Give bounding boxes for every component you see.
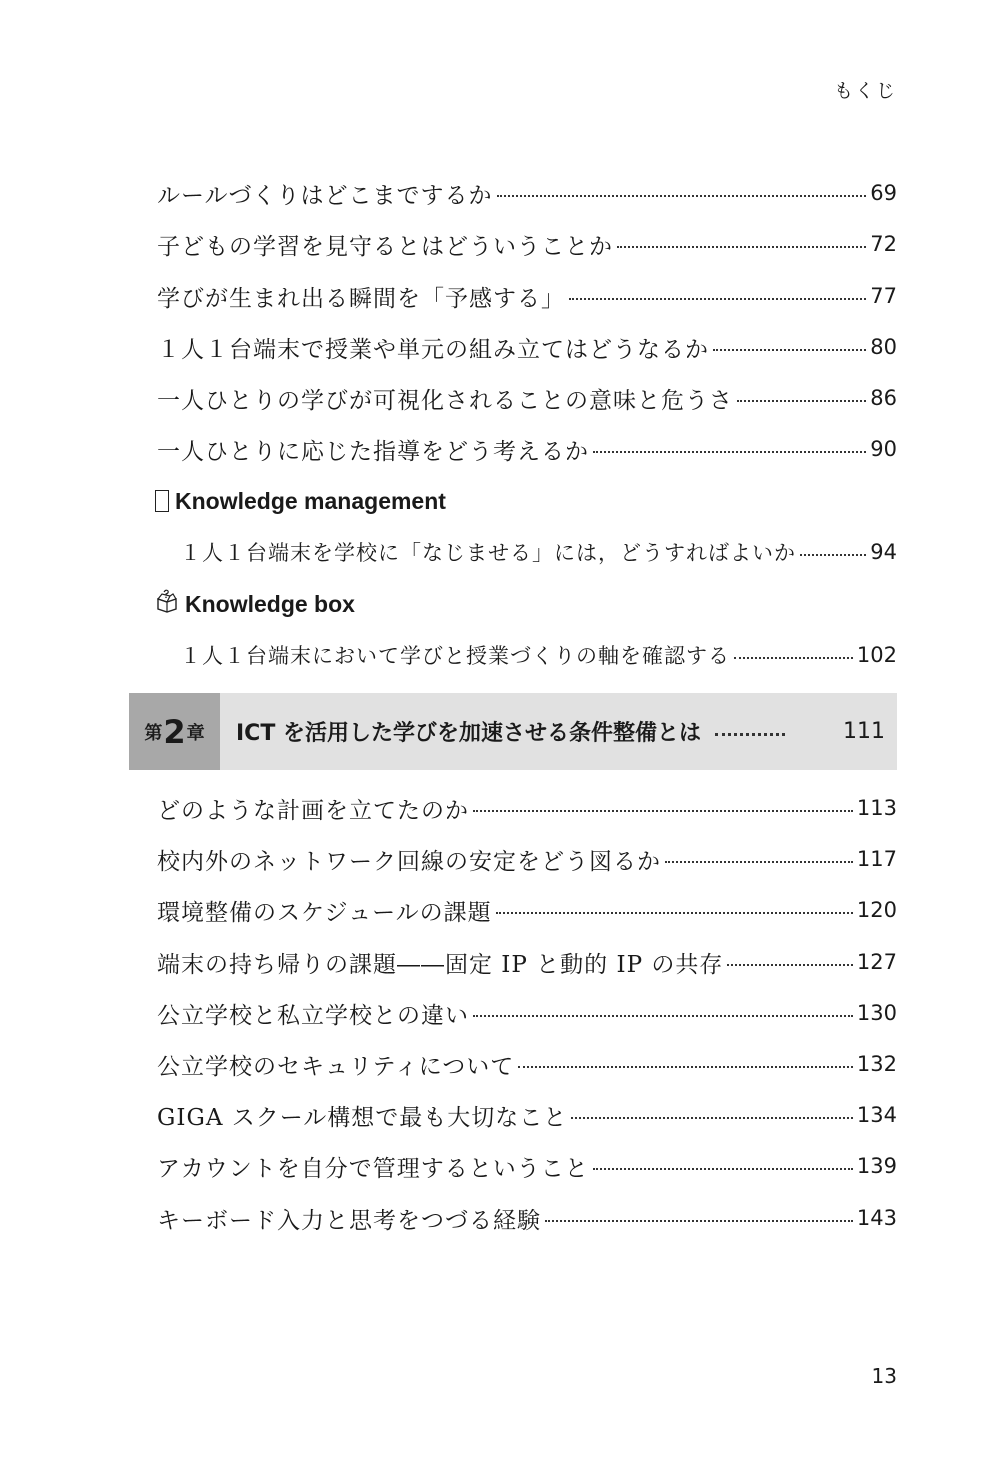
- chapter-number-box: [129, 693, 220, 770]
- leader-dots: [518, 1066, 853, 1068]
- toc-entry[interactable]: [157, 839, 897, 879]
- toc-entry-title: １人１台端末において学びと授業づくりの軸を確認する: [180, 644, 730, 668]
- leader-dots: [497, 195, 867, 197]
- toc-entry-title: 校内外のネットワーク回線の安定をどう図るか: [157, 848, 661, 875]
- leader-dots: [715, 733, 785, 736]
- chapter-suffix: 章: [186, 722, 205, 744]
- toc-entry[interactable]: [157, 378, 897, 418]
- toc-entry-page: 127: [856, 950, 897, 974]
- toc-entry-title: 子どもの学習を見守るとはどういうことか: [157, 233, 613, 260]
- toc-entry-page: 130: [856, 1001, 897, 1025]
- toc-entry-title: １人１台端末で授業や単元の組み立てはどうなるか: [157, 336, 709, 363]
- running-head: もくじ: [833, 80, 897, 102]
- toc-entry[interactable]: [157, 890, 897, 930]
- leader-dots: [571, 1117, 853, 1119]
- toc-entry-page: 143: [856, 1206, 897, 1230]
- toc-entry-title: 一人ひとりの学びが可視化されることの意味と危うさ: [157, 387, 733, 414]
- leader-dots: [713, 349, 866, 351]
- toc-entry[interactable]: [157, 788, 897, 828]
- toc-entry[interactable]: [157, 1095, 897, 1135]
- chapter-2-band[interactable]: [129, 693, 897, 770]
- box-icon: [155, 490, 169, 512]
- toc-entry-title: キーボード入力と思考をつづる経験: [157, 1207, 541, 1234]
- toc-entry[interactable]: [157, 1146, 897, 1186]
- chapter-number: 2: [163, 712, 186, 751]
- toc-entry[interactable]: [157, 993, 897, 1033]
- toc-entry[interactable]: [157, 429, 897, 469]
- toc-entry[interactable]: [157, 1198, 897, 1238]
- toc-entry-page: 139: [856, 1154, 897, 1178]
- toc-entry-title: 公立学校のセキュリティについて: [157, 1053, 515, 1080]
- toc-entry[interactable]: [157, 327, 897, 367]
- toc-entry-page: 86: [870, 386, 897, 410]
- toc-entry-page: 94: [870, 540, 897, 564]
- toc-entry-page: 77: [870, 284, 897, 308]
- toc-entry[interactable]: [157, 1044, 897, 1084]
- section-heading-text: Knowledge management: [175, 487, 446, 514]
- toc-entry-page: 132: [856, 1052, 897, 1076]
- toc-entry[interactable]: [180, 635, 897, 675]
- toc-entry-page: 90: [870, 437, 897, 461]
- leader-dots: [569, 298, 866, 300]
- chapter-title-row: [220, 716, 897, 747]
- toc-entry-page: 80: [870, 335, 897, 359]
- toc-entry[interactable]: [157, 173, 897, 213]
- knowledge-box-heading: [155, 584, 355, 624]
- leader-dots: [734, 657, 853, 659]
- leader-dots: [593, 451, 866, 453]
- toc-entry-title: １人１台端末を学校に「なじませる」には，どうすればよいか: [180, 541, 796, 565]
- leader-dots: [800, 554, 866, 556]
- chapter-prefix: 第: [144, 722, 163, 744]
- toc-entry-title: アカウントを自分で管理するということ: [157, 1155, 589, 1182]
- toc-entry-page: 113: [856, 796, 897, 820]
- chapter-page: 111: [843, 719, 885, 744]
- leader-dots: [617, 246, 866, 248]
- toc-entry-title: GIGA スクール構想で最も大切なこと: [157, 1104, 568, 1131]
- toc-entry[interactable]: [157, 224, 897, 264]
- toc-entry[interactable]: [157, 276, 897, 316]
- section-heading-text: Knowledge box: [185, 590, 355, 617]
- leader-dots: [496, 912, 853, 914]
- leader-dots: [593, 1168, 853, 1170]
- toc-entry-title: 一人ひとりに応じた指導をどう考えるか: [157, 438, 589, 465]
- toc-entry-page: 69: [870, 181, 897, 205]
- toc-entry-title: どのような計画を立てたのか: [157, 797, 469, 824]
- open-box-icon: [155, 589, 179, 619]
- leader-dots: [545, 1220, 853, 1222]
- toc-entry-page: 102: [856, 643, 897, 667]
- toc-entry-page: 134: [856, 1103, 897, 1127]
- toc-entry-title: 公立学校と私立学校との違い: [157, 1002, 469, 1029]
- page-number: 13: [871, 1364, 897, 1388]
- toc-entry-title: 学びが生まれ出る瞬間を「予感する」: [157, 285, 565, 312]
- leader-dots: [473, 810, 853, 812]
- leader-dots: [737, 400, 866, 402]
- toc-entry[interactable]: [157, 942, 897, 982]
- toc-entry-title: 端末の持ち帰りの課題――固定 IP と動的 IP の共存: [157, 951, 724, 978]
- knowledge-management-heading: [155, 481, 446, 521]
- toc-entry-title: 環境整備のスケジュールの課題: [157, 899, 492, 926]
- leader-dots: [665, 861, 853, 863]
- chapter-title: ICT を活用した学びを加速させる条件整備とは: [236, 721, 701, 746]
- leader-dots: [473, 1015, 853, 1017]
- toc-entry[interactable]: [180, 532, 897, 572]
- leader-dots: [727, 964, 853, 966]
- toc-entry-page: 72: [870, 232, 897, 256]
- toc-entry-title: ルールづくりはどこまでするか: [157, 182, 493, 209]
- toc-entry-page: 120: [856, 898, 897, 922]
- toc-entry-page: 117: [856, 847, 897, 871]
